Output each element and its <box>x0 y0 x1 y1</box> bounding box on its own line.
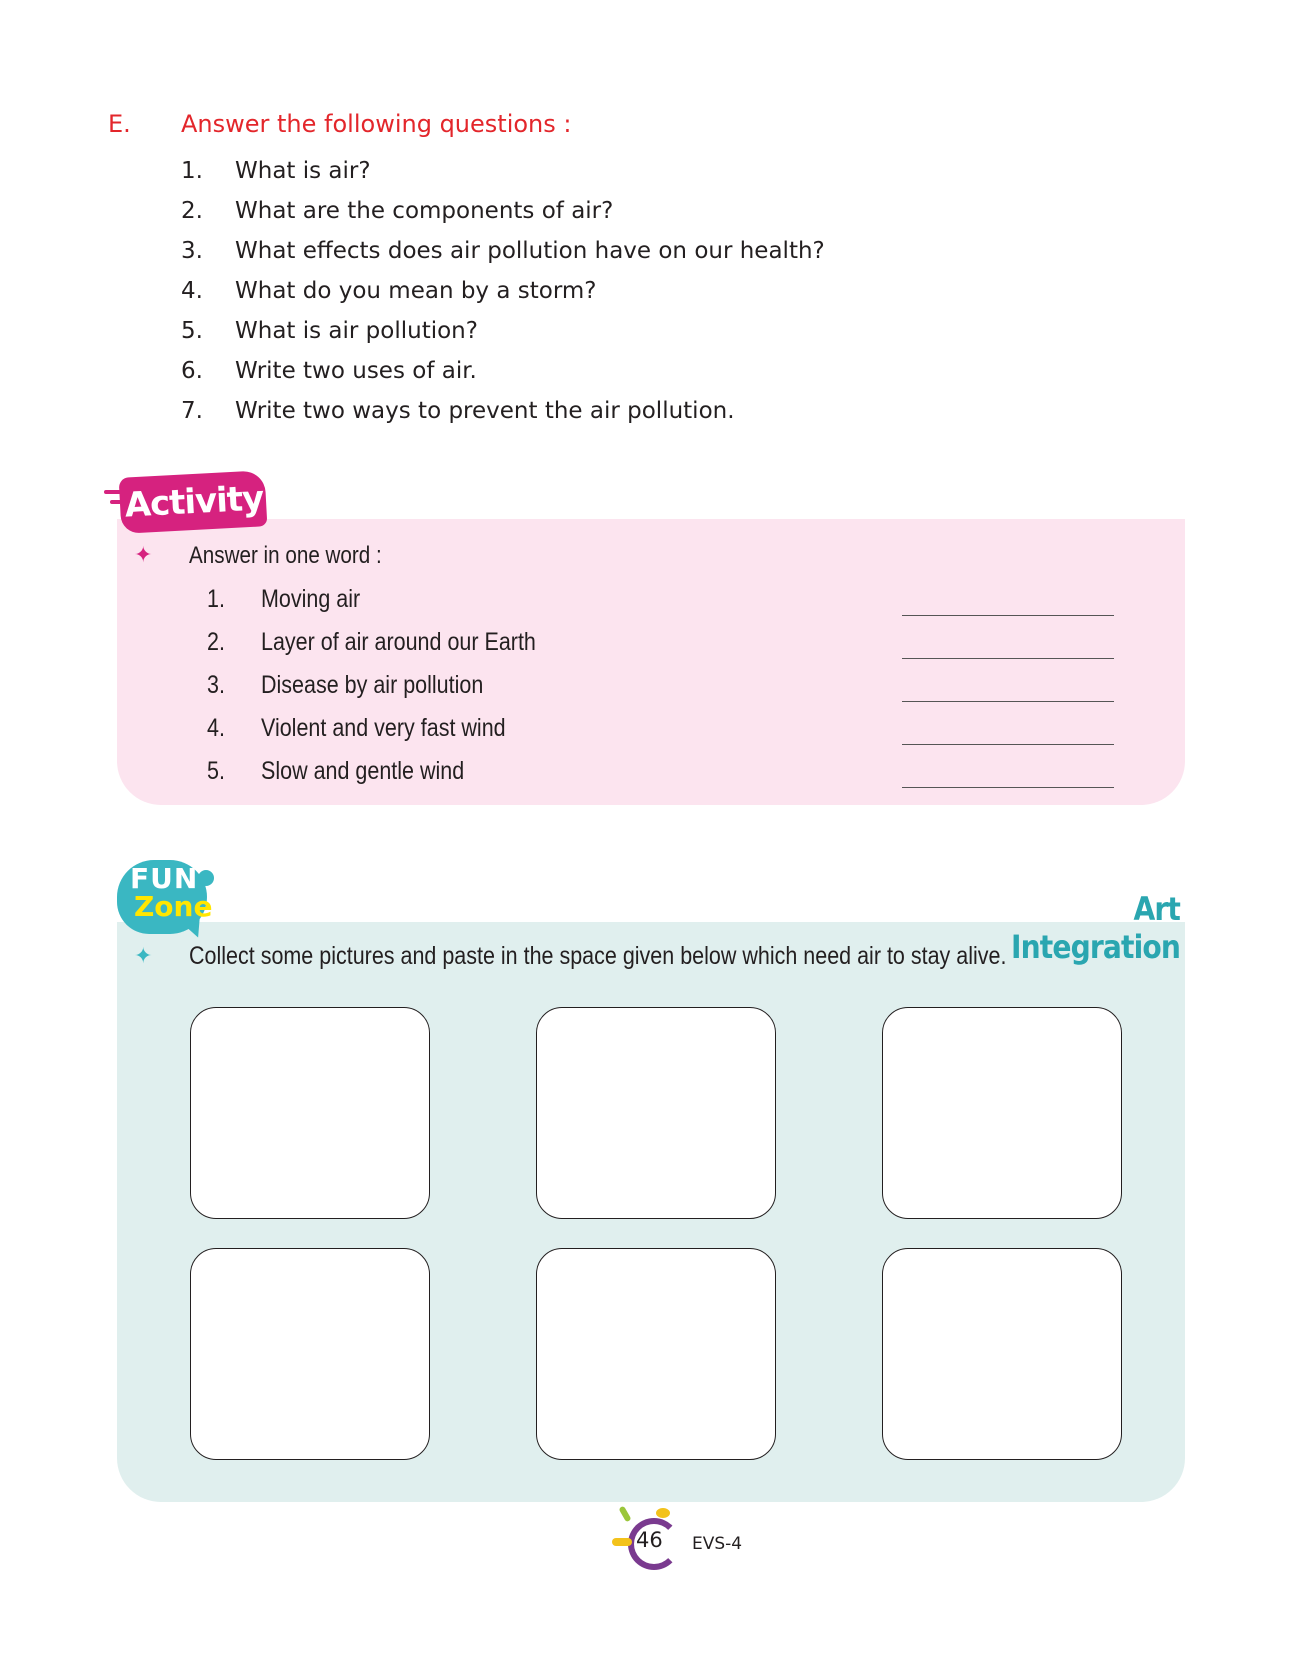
question-text: Write two ways to prevent the air pollution. <box>235 398 735 424</box>
picture-paste-box[interactable] <box>190 1248 430 1460</box>
answer-blank[interactable] <box>902 701 1114 702</box>
picture-paste-box[interactable] <box>882 1007 1122 1219</box>
art-integration-heading: Art Integration <box>1011 890 1180 966</box>
activity-instruction: Answer in one word : <box>189 542 382 569</box>
answer-blank[interactable] <box>902 787 1114 788</box>
activity-item-text: Disease by air pollution <box>261 671 484 699</box>
page-number: 46 <box>636 1528 663 1552</box>
decorative-leaf-icon <box>656 1508 670 1518</box>
section-title: Answer the following questions : <box>181 110 572 138</box>
fun-zone-label-2: Zone <box>134 890 213 923</box>
question-text: What is air pollution? <box>235 318 478 344</box>
activity-item-text: Moving air <box>261 585 361 613</box>
star-bullet-icon: ✦ <box>134 944 153 969</box>
activity-item-text: Layer of air around our Earth <box>261 628 536 656</box>
activity-item-number: 4. <box>207 714 225 742</box>
activity-item-number: 1. <box>207 585 225 613</box>
question-number: 3. <box>181 238 203 264</box>
question-number: 6. <box>181 358 203 384</box>
question-number: 5. <box>181 318 203 344</box>
question-number: 7. <box>181 398 203 424</box>
activity-item-text: Violent and very fast wind <box>261 714 506 742</box>
activity-item-number: 5. <box>207 757 225 785</box>
star-bullet-icon: ✦ <box>134 543 153 568</box>
decorative-leaf-icon <box>618 1506 631 1523</box>
question-text: What effects does air pollution have on our health? <box>235 238 825 264</box>
question-text: What do you mean by a storm? <box>235 278 597 304</box>
decorative-leaf-icon <box>612 1538 632 1546</box>
picture-paste-box[interactable] <box>536 1007 776 1219</box>
book-code: EVS-4 <box>692 1534 743 1554</box>
fun-zone-instruction: Collect some pictures and paste in the space given below which need air to stay alive. <box>189 942 1007 970</box>
answer-blank[interactable] <box>902 658 1114 659</box>
activity-item-number: 2. <box>207 628 225 656</box>
picture-paste-box[interactable] <box>190 1007 430 1219</box>
question-text: What are the components of air? <box>235 198 614 224</box>
fun-bubble-dot <box>198 870 214 886</box>
question-text: Write two uses of air. <box>235 358 477 384</box>
picture-paste-box[interactable] <box>882 1248 1122 1460</box>
question-number: 2. <box>181 198 203 224</box>
section-letter: E. <box>108 110 131 138</box>
fun-zone-label-1: FUN <box>130 862 199 895</box>
picture-paste-box[interactable] <box>536 1248 776 1460</box>
activity-badge-label: Activity <box>123 478 265 526</box>
answer-blank[interactable] <box>902 744 1114 745</box>
question-number: 4. <box>181 278 203 304</box>
activity-item-text: Slow and gentle wind <box>261 757 465 785</box>
question-text: What is air? <box>235 158 371 184</box>
activity-item-number: 3. <box>207 671 225 699</box>
answer-blank[interactable] <box>902 615 1114 616</box>
question-number: 1. <box>181 158 203 184</box>
